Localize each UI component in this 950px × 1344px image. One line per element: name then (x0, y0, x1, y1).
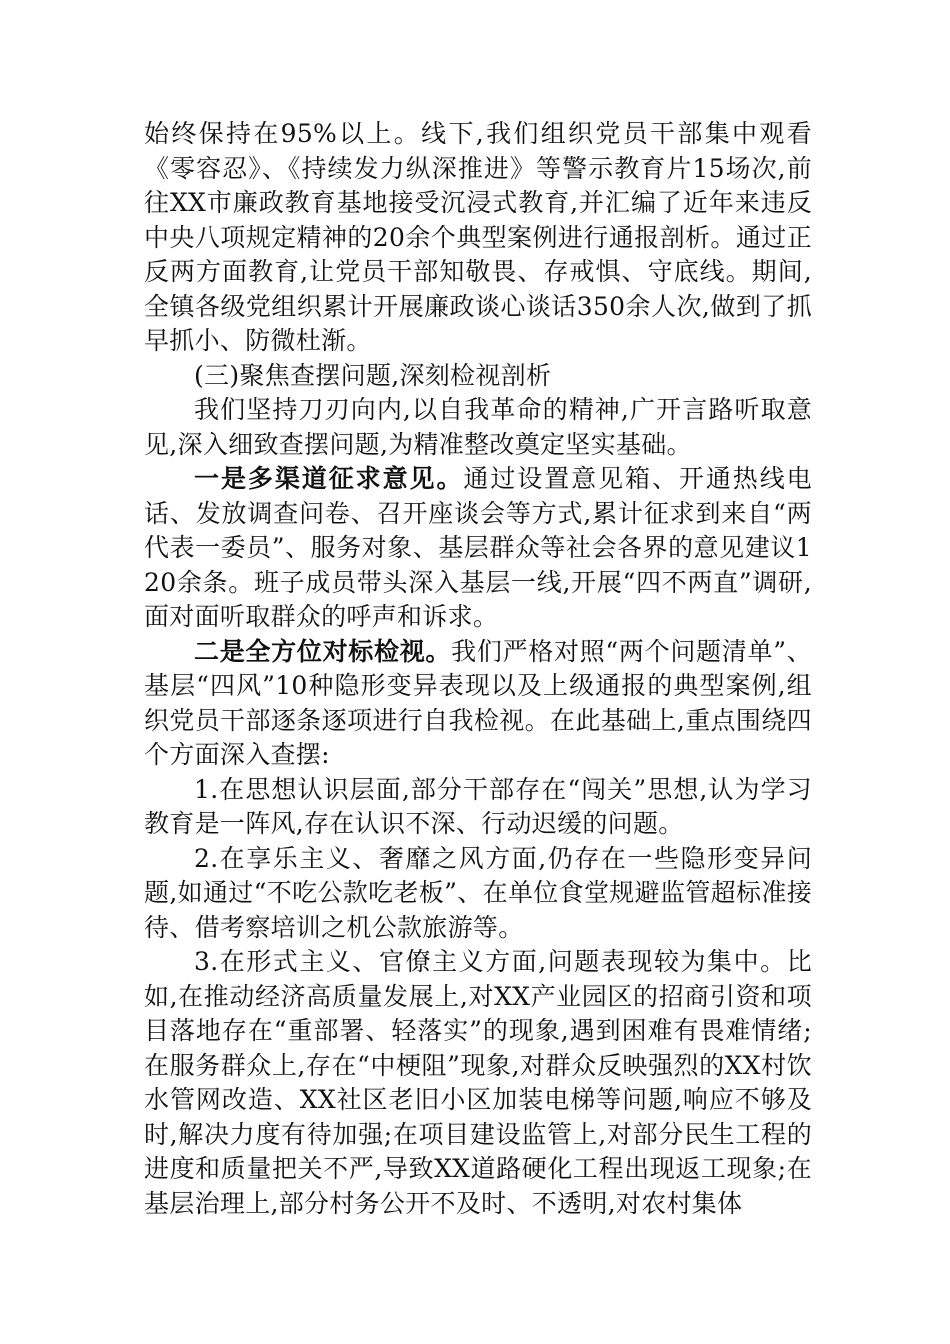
list-item-text: 3.在形式主义、官僚主义方面,问题表现较为集中。比如,在推动经济高质量发展上,对XX产业园区的招商引资和项目落地存在“重部署、轻落实”的现象,遇到困难有畏难情绪;在服务群众上,存在“中梗阻”现象,对群众反映强烈的XX村饮水管网改造、XX社区老旧小区加装电梯等问题,响应不够及时,解决力度有待加强;在项目建设监管上,对部分民生工程的进度和质量把关不严,导致XX道路硬化工程出现返工现象;在基层治理上,部分村务公开不及时、不透明,对农村集体 (144, 947, 812, 1218)
list-item (144, 945, 812, 1221)
paragraph-text: 通过设置意见箱、开通热线电话、发放调查问卷、召开座谈会等方式,累计征求到来自“两代表一委员”、服务对象、基层群众等社会各界的意见建议120余条。班子成员带头深入基层一线,开展“四不两直”调研,面对面听取群众的呼声和诉求。 (144, 464, 812, 631)
section-heading (144, 359, 812, 394)
paragraph-text: 始终保持在95%以上。线下,我们组织党员干部集中观看《零容忍》、《持续发力纵深推进》等警示教育片15场次,前往XX市廉政教育基地接受沉浸式教育,并汇编了近年来违反中央八项规定精神的20余个典型案例进行通报剖析。通过正反两方面教育,让党员干部知敬畏、存戒惧、守底线。期间,全镇各级党组织累计开展廉政谈心谈话350余人次,做到了抓早抓小、防微杜渐。 (144, 119, 812, 355)
paragraph (144, 393, 812, 462)
list-item (144, 842, 812, 946)
paragraph-lead: 一是多渠道征求意见。 (194, 464, 464, 493)
list-item-text: 1.在思想认识层面,部分干部存在“闯关”思想,认为学习教育是一阵风,存在认识不深、行动迟缓的问题。 (144, 774, 812, 838)
paragraph (144, 462, 812, 635)
section-heading-text: (三)聚焦查摆问题,深刻检视剖析 (194, 360, 552, 390)
paragraph (144, 117, 812, 359)
paragraph-text: 我们严格对照“两个问题清单”、基层“四风”10种隐形变异表现以及上级通报的典型案例,组织党员干部逐条逐项进行自我检视。在此基础上,重点围绕四个方面深入查摆: (144, 636, 812, 769)
paragraph (144, 635, 812, 773)
list-item (144, 773, 812, 842)
paragraph-text: 我们坚持刀刃向内,以自我革命的精神,广开言路听取意见,深入细致查摆问题,为精准整改奠定坚实基础。 (144, 395, 812, 459)
document-body (144, 117, 812, 1221)
list-item-text: 2.在享乐主义、奢靡之风方面,仍存在一些隐形变异问题,如通过“不吃公款吃老板”、在单位食堂规避监管超标准接待、借考察培训之机公款旅游等。 (144, 843, 812, 942)
paragraph-lead: 二是全方位对标检视。 (194, 636, 452, 666)
